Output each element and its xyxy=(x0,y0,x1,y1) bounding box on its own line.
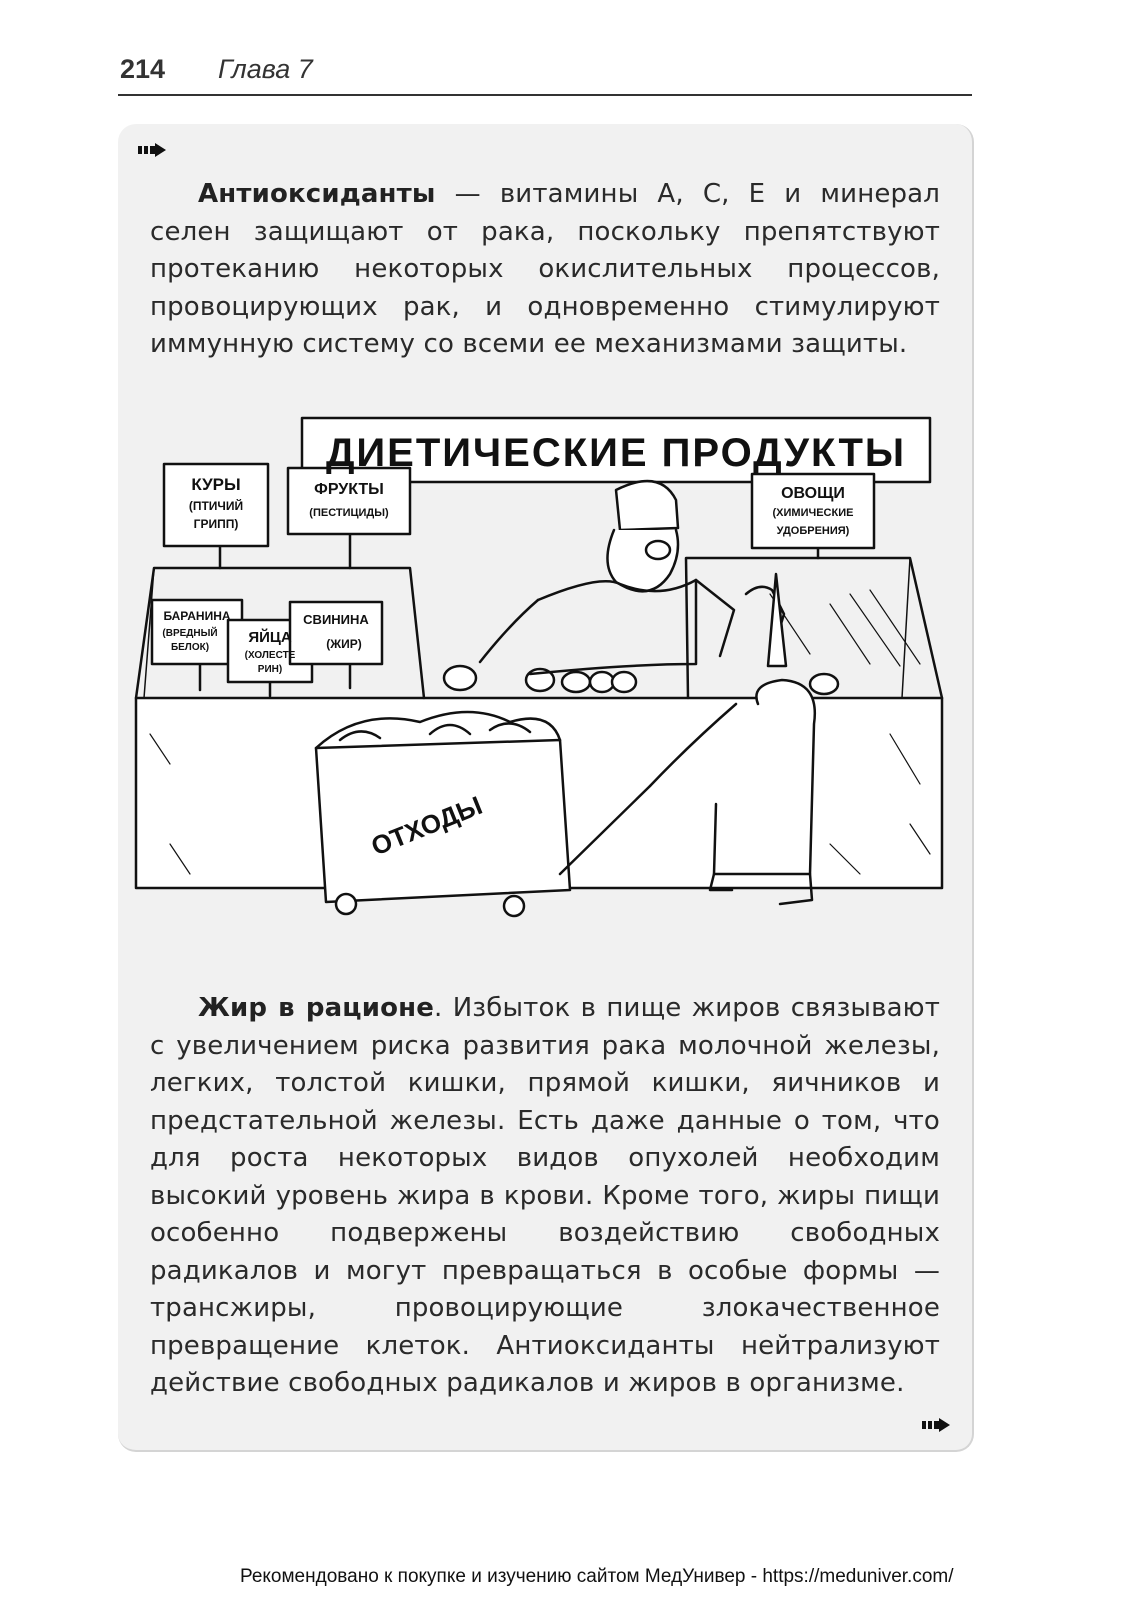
sign-svinina-title: СВИНИНА xyxy=(303,612,369,627)
sign-yaitsa-line1: (ХОЛЕСТЕ xyxy=(244,650,296,661)
sign-frukty-line1: (ПЕСТИЦИДЫ) xyxy=(309,507,389,519)
sign-baranina-line1: (ВРЕДНЫЙ xyxy=(162,628,218,639)
banner-text: ДИЕТИЧЕСКИЕ ПРОДУКТЫ xyxy=(325,431,907,475)
footer-watermark: Рекомендовано к покупке и изучению сайтом МедУнивер - https://meduniver.com/ xyxy=(240,1566,954,1587)
cartoon-illustration xyxy=(130,404,960,944)
paragraph-text: . Избыток в пище жиров связывают с увеличением риска развития рака молочной железы, легких, толстой кишки, прямой кишки, яичников и предстательной железы. Есть даже данные о том, что для роста некоторых видов опухолей необходим высокий уровень жира в крови. Кроме того, жиры пищи особенно подвержены воздействию свободных радикалов и могут превращаться в особые формы — трансжиры, провоцирующие злокачественное превращение клеток. Антиоксиданты нейтрализуют действие свободных радикалов и жиров в организме. xyxy=(150,993,940,1398)
sign-ovoshchi-title: ОВОЩИ xyxy=(781,485,845,502)
chapter-title: Глава 7 xyxy=(218,54,313,84)
sign-kury-line1: (ПТИЧИЙ xyxy=(188,499,244,513)
sign-baranina-title: БАРАНИНА xyxy=(163,609,231,623)
sign-baranina-line2: БЕЛОК) xyxy=(170,642,210,653)
paragraph-fat xyxy=(150,990,940,1403)
sign-ovoshchi-line2: УДОБРЕНИЯ) xyxy=(776,525,850,537)
page-number: 214 xyxy=(120,54,166,84)
sign-kury-line2: ГРИПП) xyxy=(193,517,239,531)
term-antioxidants: Антиоксиданты xyxy=(198,179,436,209)
cart-label: ОТХОДЫ xyxy=(366,789,487,862)
sign-kury-title: КУРЫ xyxy=(191,475,241,494)
page-header xyxy=(118,52,972,96)
arrow-right-icon xyxy=(138,143,166,157)
paragraph-antioxidants xyxy=(150,176,940,364)
sign-yaitsa-line2: РИН) xyxy=(257,664,283,675)
arrow-right-icon xyxy=(922,1418,950,1432)
sign-svinina-line1: (ЖИР) xyxy=(326,637,362,651)
term-fat: Жир в рационе xyxy=(198,993,435,1023)
sign-ovoshchi-line1: (ХИМИЧЕСКИЕ xyxy=(772,507,854,519)
paragraph-text: — витамины A, C, E и минерал селен защищают от рака, поскольку препятствуют протеканию некоторых окислительных процессов, провоцирующих рак, и одновременно стимулируют иммунную систему со всеми ее механизмами защиты. xyxy=(150,179,940,359)
sign-frukty-title: ФРУКТЫ xyxy=(314,481,384,498)
sign-yaitsa-title: ЯЙЦА xyxy=(248,629,292,646)
